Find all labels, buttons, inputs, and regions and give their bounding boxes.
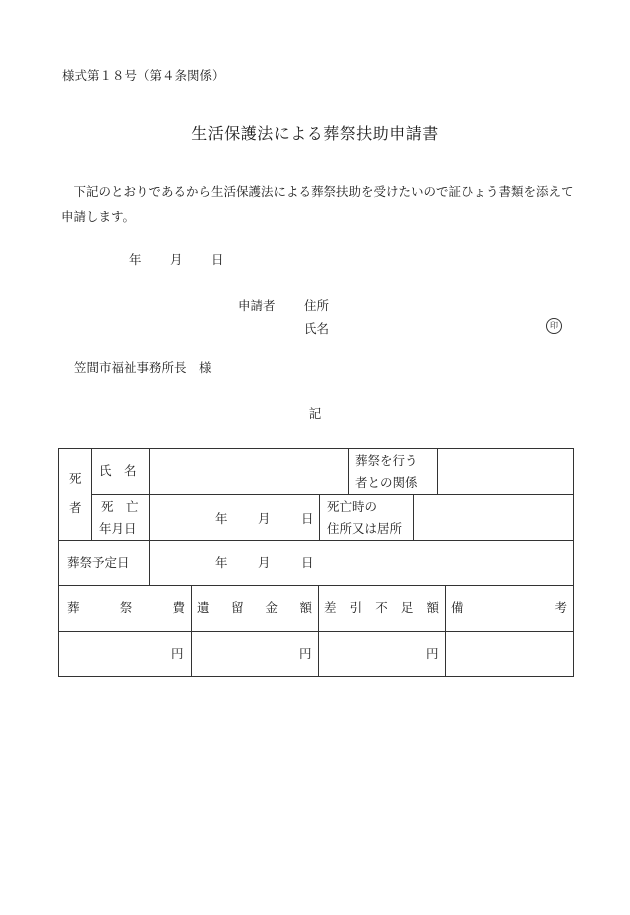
- recipient: 笠間市福祉事務所長 様: [74, 360, 212, 375]
- death-month-label: 月: [258, 511, 271, 526]
- death-address-label-2: 住所又は居所: [327, 521, 403, 536]
- address-label: 住所: [304, 298, 330, 313]
- death-address-field[interactable]: [414, 495, 572, 539]
- death-year-label: 年: [215, 511, 228, 526]
- shortfall-yen: 円: [426, 646, 439, 661]
- name-field-label: 氏 名: [99, 463, 137, 478]
- funeral-month-label: 月: [258, 555, 271, 570]
- relation-label-2: 者との関係: [355, 475, 418, 490]
- form-number: 様式第１８号（第４条関係）: [62, 68, 225, 83]
- death-address-label-1: 死亡時の: [327, 499, 378, 514]
- grid-line: [318, 585, 319, 676]
- funeral-date-label: 葬祭予定日: [67, 555, 130, 570]
- grid-line: [59, 631, 573, 632]
- shortfall-header: 差 引 不 足 額: [324, 600, 439, 615]
- death-day-label: 日: [301, 511, 314, 526]
- grid-line: [59, 585, 573, 586]
- date-day-label: 日: [211, 252, 224, 267]
- funeral-year-label: 年: [215, 555, 228, 570]
- date-year-label: 年: [129, 252, 142, 267]
- intro-text: 下記のとおりであるから生活保護法による葬祭扶助を受けたいので証ひょう書類を添えて申請します。: [61, 184, 574, 224]
- death-date-label-2: 年月日: [99, 521, 137, 536]
- funeral-cost-yen: 円: [171, 646, 184, 661]
- funeral-cost-header: 葬 祭 費: [67, 600, 185, 615]
- grid-line: [59, 540, 573, 541]
- grid-line: [191, 585, 192, 676]
- page-title: 生活保護法による葬祭扶助申請書: [191, 124, 439, 143]
- grid-line: [348, 449, 349, 494]
- deceased-label-1: 死: [69, 471, 82, 486]
- seal-mark: 印: [546, 318, 562, 334]
- deceased-label-2: 者: [69, 500, 82, 515]
- grid-line: [319, 494, 320, 540]
- grid-line: [445, 585, 446, 676]
- estate-amount-yen: 円: [299, 646, 312, 661]
- estate-amount-header: 遺 留 金 額: [197, 600, 312, 615]
- applicant-label: 申請者: [238, 298, 276, 313]
- remarks-header: 備 考: [451, 600, 567, 615]
- application-table: [58, 448, 574, 677]
- ki-heading: 記: [308, 406, 322, 421]
- grid-line: [91, 449, 92, 540]
- relation-field[interactable]: [438, 450, 572, 493]
- date-month-label: 月: [170, 252, 183, 267]
- death-date-label-1: 死 亡: [101, 499, 139, 514]
- funeral-day-label: 日: [301, 555, 314, 570]
- relation-label-1: 葬祭を行う: [355, 453, 418, 468]
- name-label: 氏名: [304, 321, 330, 336]
- deceased-name-field[interactable]: [150, 450, 347, 493]
